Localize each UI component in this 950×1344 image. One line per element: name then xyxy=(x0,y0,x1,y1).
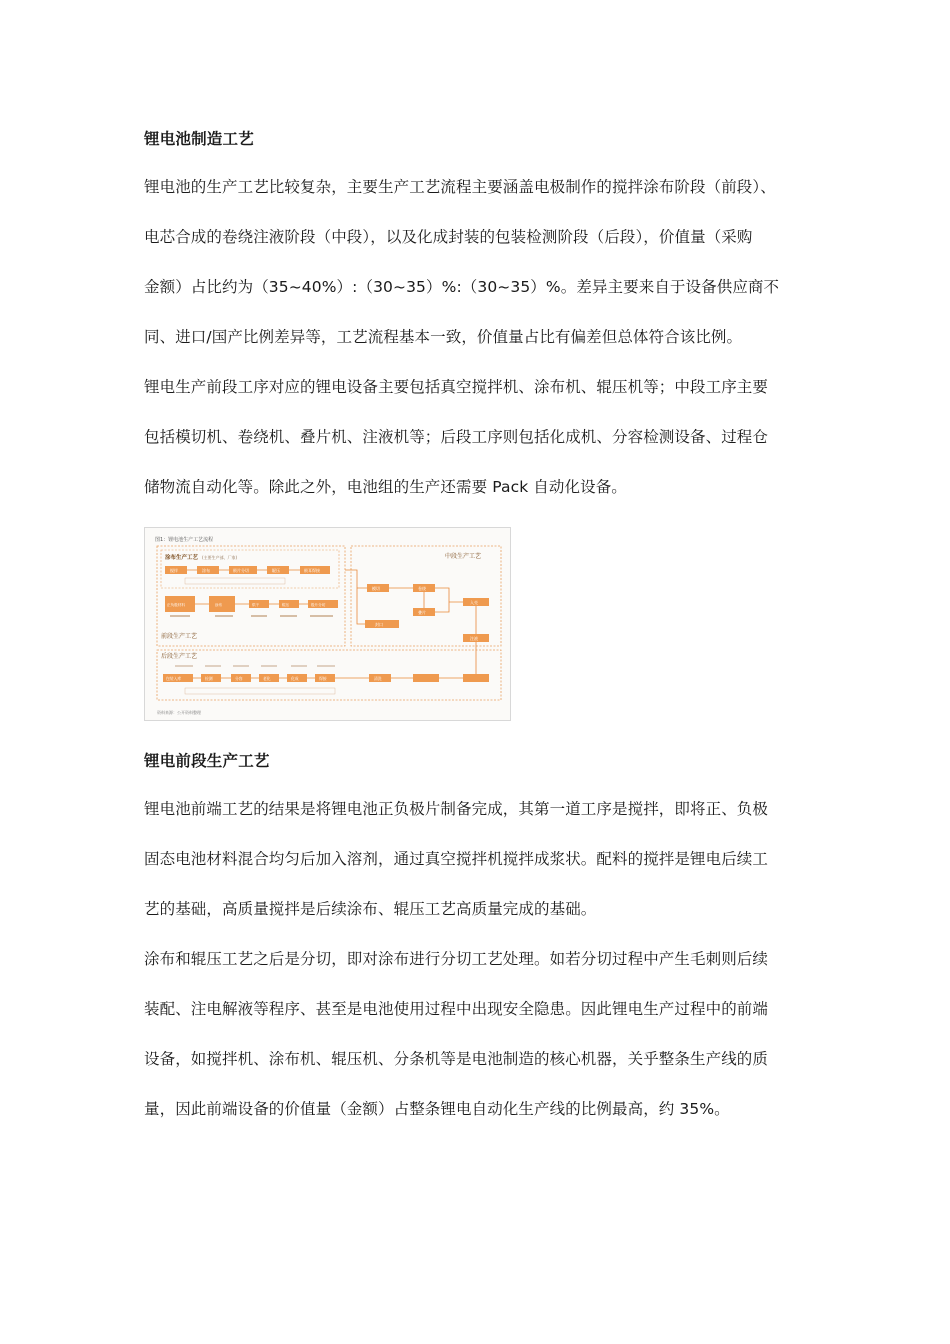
process-flow-diagram xyxy=(145,528,510,720)
box-label: 极耳焊接 xyxy=(304,568,320,573)
section-heading-front-stage: 锂电前段生产工艺 xyxy=(144,752,270,770)
text-line: 涂布和辊压工艺之后是分切，即对涂布进行分切工艺处理。如若分切过程中产生毛刺则后续 xyxy=(144,950,769,968)
box-label: 模切 xyxy=(372,586,380,591)
figure-title: 图1：锂电池生产工艺流程 xyxy=(155,537,214,543)
front-title-note: (主要生产部、厂家) xyxy=(202,555,238,560)
paragraph-front-stage-result xyxy=(144,784,812,934)
box-label: 正负极材料 xyxy=(167,603,185,607)
paragraph-equipment-overview xyxy=(144,362,812,512)
box-label: 极片分切 xyxy=(233,568,249,573)
box-label: 辊压 xyxy=(282,603,290,607)
box-label: 清洗 xyxy=(374,676,382,681)
text-line: 同、进口/国产比例差异等，工艺流程基本一致，价值量占比有偏差但总体符合该比例。 xyxy=(144,328,743,346)
text-line: 设备，如搅拌机、涂布机、辊压机、分条机等是电池制造的核心机器，关乎整条生产线的质 xyxy=(144,1050,769,1068)
box-label: 检测 xyxy=(205,676,213,681)
box-label: 焊接 xyxy=(319,676,327,681)
text-line: 固态电池材料混合均匀后加入溶剂，通过真空搅拌机搅拌成浆状。配料的搅拌是锂电后续工 xyxy=(144,850,769,868)
box-label: 搅拌 xyxy=(170,568,178,573)
text-line: 艺的基础，高质量搅拌是后续涂布、辊压工艺高质量完成的基础。 xyxy=(144,900,597,918)
box-label: 老化 xyxy=(263,676,271,681)
front-title: 涂布生产工艺 xyxy=(165,555,199,561)
paragraph-process-overview xyxy=(144,162,812,362)
section-heading-manufacturing: 锂电池制造工艺 xyxy=(144,130,254,148)
text-line: 储物流自动化等。除此之外，电池组的生产还需要 Pack 自动化设备。 xyxy=(144,478,627,496)
text-line: 锂电池的生产工艺比较复杂，主要生产工艺流程主要涵盖电极制作的搅拌涂布阶段（前段）、 xyxy=(144,178,776,196)
box-label: 辊压 xyxy=(272,568,280,573)
box-label: 叠片 xyxy=(418,610,426,615)
back-stage-label: 后段生产工艺 xyxy=(161,653,198,660)
text-line: 量，因此前端设备的价值量（金额）占整条锂电自动化生产线的比例最高，约 35%。 xyxy=(144,1100,730,1118)
box-label: 入壳 xyxy=(470,600,478,605)
box-label: 涂布 xyxy=(202,568,210,573)
box-label: 注液 xyxy=(470,636,478,641)
text-line: 金额）占比约为（35~40%）:（30~35）%:（30~35）%。差异主要来自于设备供应商不 xyxy=(144,278,780,296)
box-label: 封口 xyxy=(375,622,383,627)
box-label: 极片分切 xyxy=(311,603,326,607)
mid-stage-label: 中段生产工艺 xyxy=(445,553,482,560)
box-label: 分容 xyxy=(235,676,243,681)
paragraph-slitting xyxy=(144,934,812,1134)
process-flow-figure xyxy=(144,527,511,721)
box-label: 包装入库 xyxy=(166,676,182,681)
front-stage-label: 前段生产工艺 xyxy=(161,633,198,640)
figure-source: 资料来源：公开资料整理 xyxy=(157,710,201,715)
box-label: 卷绕 xyxy=(418,586,426,591)
text-line: 锂电生产前段工序对应的锂电设备主要包括真空搅拌机、涂布机、辊压机等；中段工序主要 xyxy=(144,378,769,396)
box-label: 涂布 xyxy=(215,603,223,607)
text-line: 包括模切机、卷绕机、叠片机、注液机等；后段工序则包括化成机、分容检测设备、过程仓 xyxy=(144,428,769,446)
box-label: 化成 xyxy=(291,676,299,681)
text-line: 电芯合成的卷绕注液阶段（中段），以及化成封装的包装检测阶段（后段），价值量（采购 xyxy=(144,228,753,246)
text-line: 锂电池前端工艺的结果是将锂电池正负极片制备完成，其第一道工序是搅拌，即将正、负极 xyxy=(144,800,769,818)
text-line: 装配、注电解液等程序、甚至是电池使用过程中出现安全隐患。因此锂电生产过程中的前端 xyxy=(144,1000,769,1018)
box-label: 烘干 xyxy=(252,603,260,607)
